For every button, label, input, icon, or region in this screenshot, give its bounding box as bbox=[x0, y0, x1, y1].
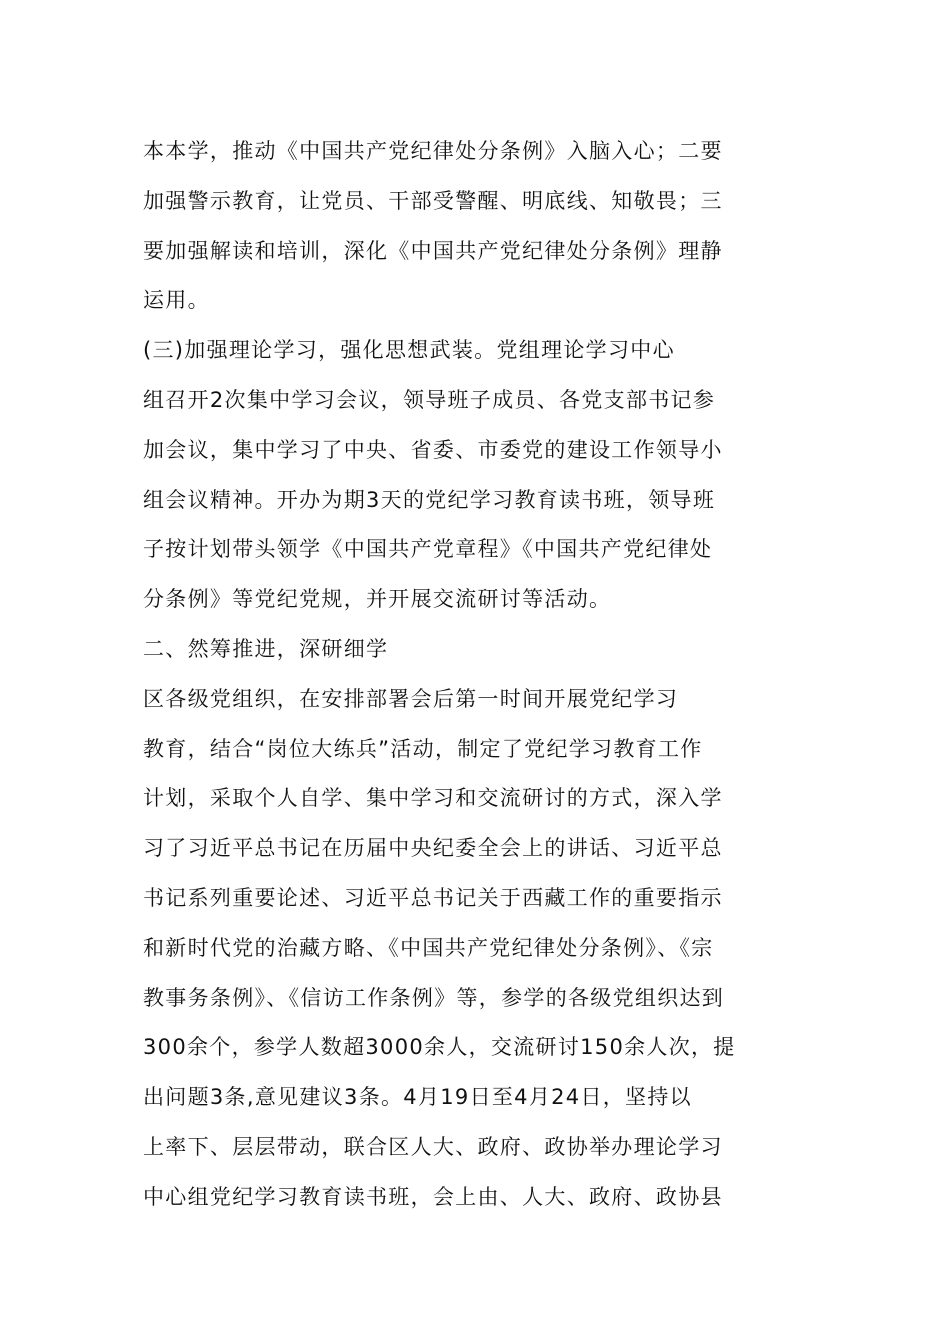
text-line: 习了习近平总书记在历届中央纪委全会上的讲话、习近平总 bbox=[143, 836, 723, 861]
text-line: 本本学，推动《中国共产党纪律处分条例》入脑入心；二要 bbox=[143, 139, 723, 163]
text-line: 要加强解读和培训，深化《中国共产党纪律处分条例》理静 bbox=[143, 238, 723, 263]
text-line: 区各级党组织，在安排部署会后第一时间开展党纪学习 bbox=[143, 686, 679, 711]
text-line: 上率下、层层带动，联合区人大、政府、政协举办理论学习 bbox=[143, 1134, 723, 1159]
text-line: 出问题3条,意见建议3条。4月19日至4月24日，坚持以 bbox=[143, 1085, 692, 1110]
text-line: 组会议精神。开办为期3天的党纪学习教育读书班，领导班 bbox=[143, 487, 716, 512]
text-line: 300余个，参学人数超3000余人，交流研讨150余人次，提 bbox=[143, 1035, 736, 1060]
section-heading: 二、然筹推进，深研细学 bbox=[143, 636, 389, 661]
document-body bbox=[143, 127, 763, 1223]
text-line: 教事务条例》、《信访工作条例》等，参学的各级党组织达到 bbox=[143, 985, 725, 1010]
text-line: 组召开2次集中学习会议，领导班子成员、各党支部书记参 bbox=[143, 387, 716, 412]
text-line: 运用。 bbox=[143, 288, 210, 313]
text-line: 加会议，集中学习了中央、省委、市委党的建设工作领导小 bbox=[143, 437, 723, 462]
text-line: 计划，采取个人自学、集中学习和交流研讨的方式，深入学 bbox=[143, 786, 723, 811]
text-line: 和新时代党的治藏方略、《中国共产党纪律处分条例》、《宗 bbox=[143, 935, 714, 960]
text-line: 教育，结合“岗位大练兵”活动，制定了党纪学习教育工作 bbox=[143, 736, 703, 761]
section-heading: (三)加强理论学习，强化思想武装。党组理论学习中心 bbox=[143, 338, 675, 363]
text-line: 中心组党纪学习教育读书班，会上由、人大、政府、政协县 bbox=[143, 1184, 723, 1209]
text-line: 加强警示教育，让党员、干部受警醒、明底线、知敬畏；三 bbox=[143, 188, 723, 213]
text-line: 子按计划带头领学《中国共产党章程》《中国共产党纪律处 bbox=[143, 537, 713, 562]
text-line: 分条例》等党纪党规，并开展交流研讨等活动。 bbox=[143, 587, 612, 612]
text-line: 书记系列重要论述、习近平总书记关于西藏工作的重要指示 bbox=[143, 885, 723, 910]
